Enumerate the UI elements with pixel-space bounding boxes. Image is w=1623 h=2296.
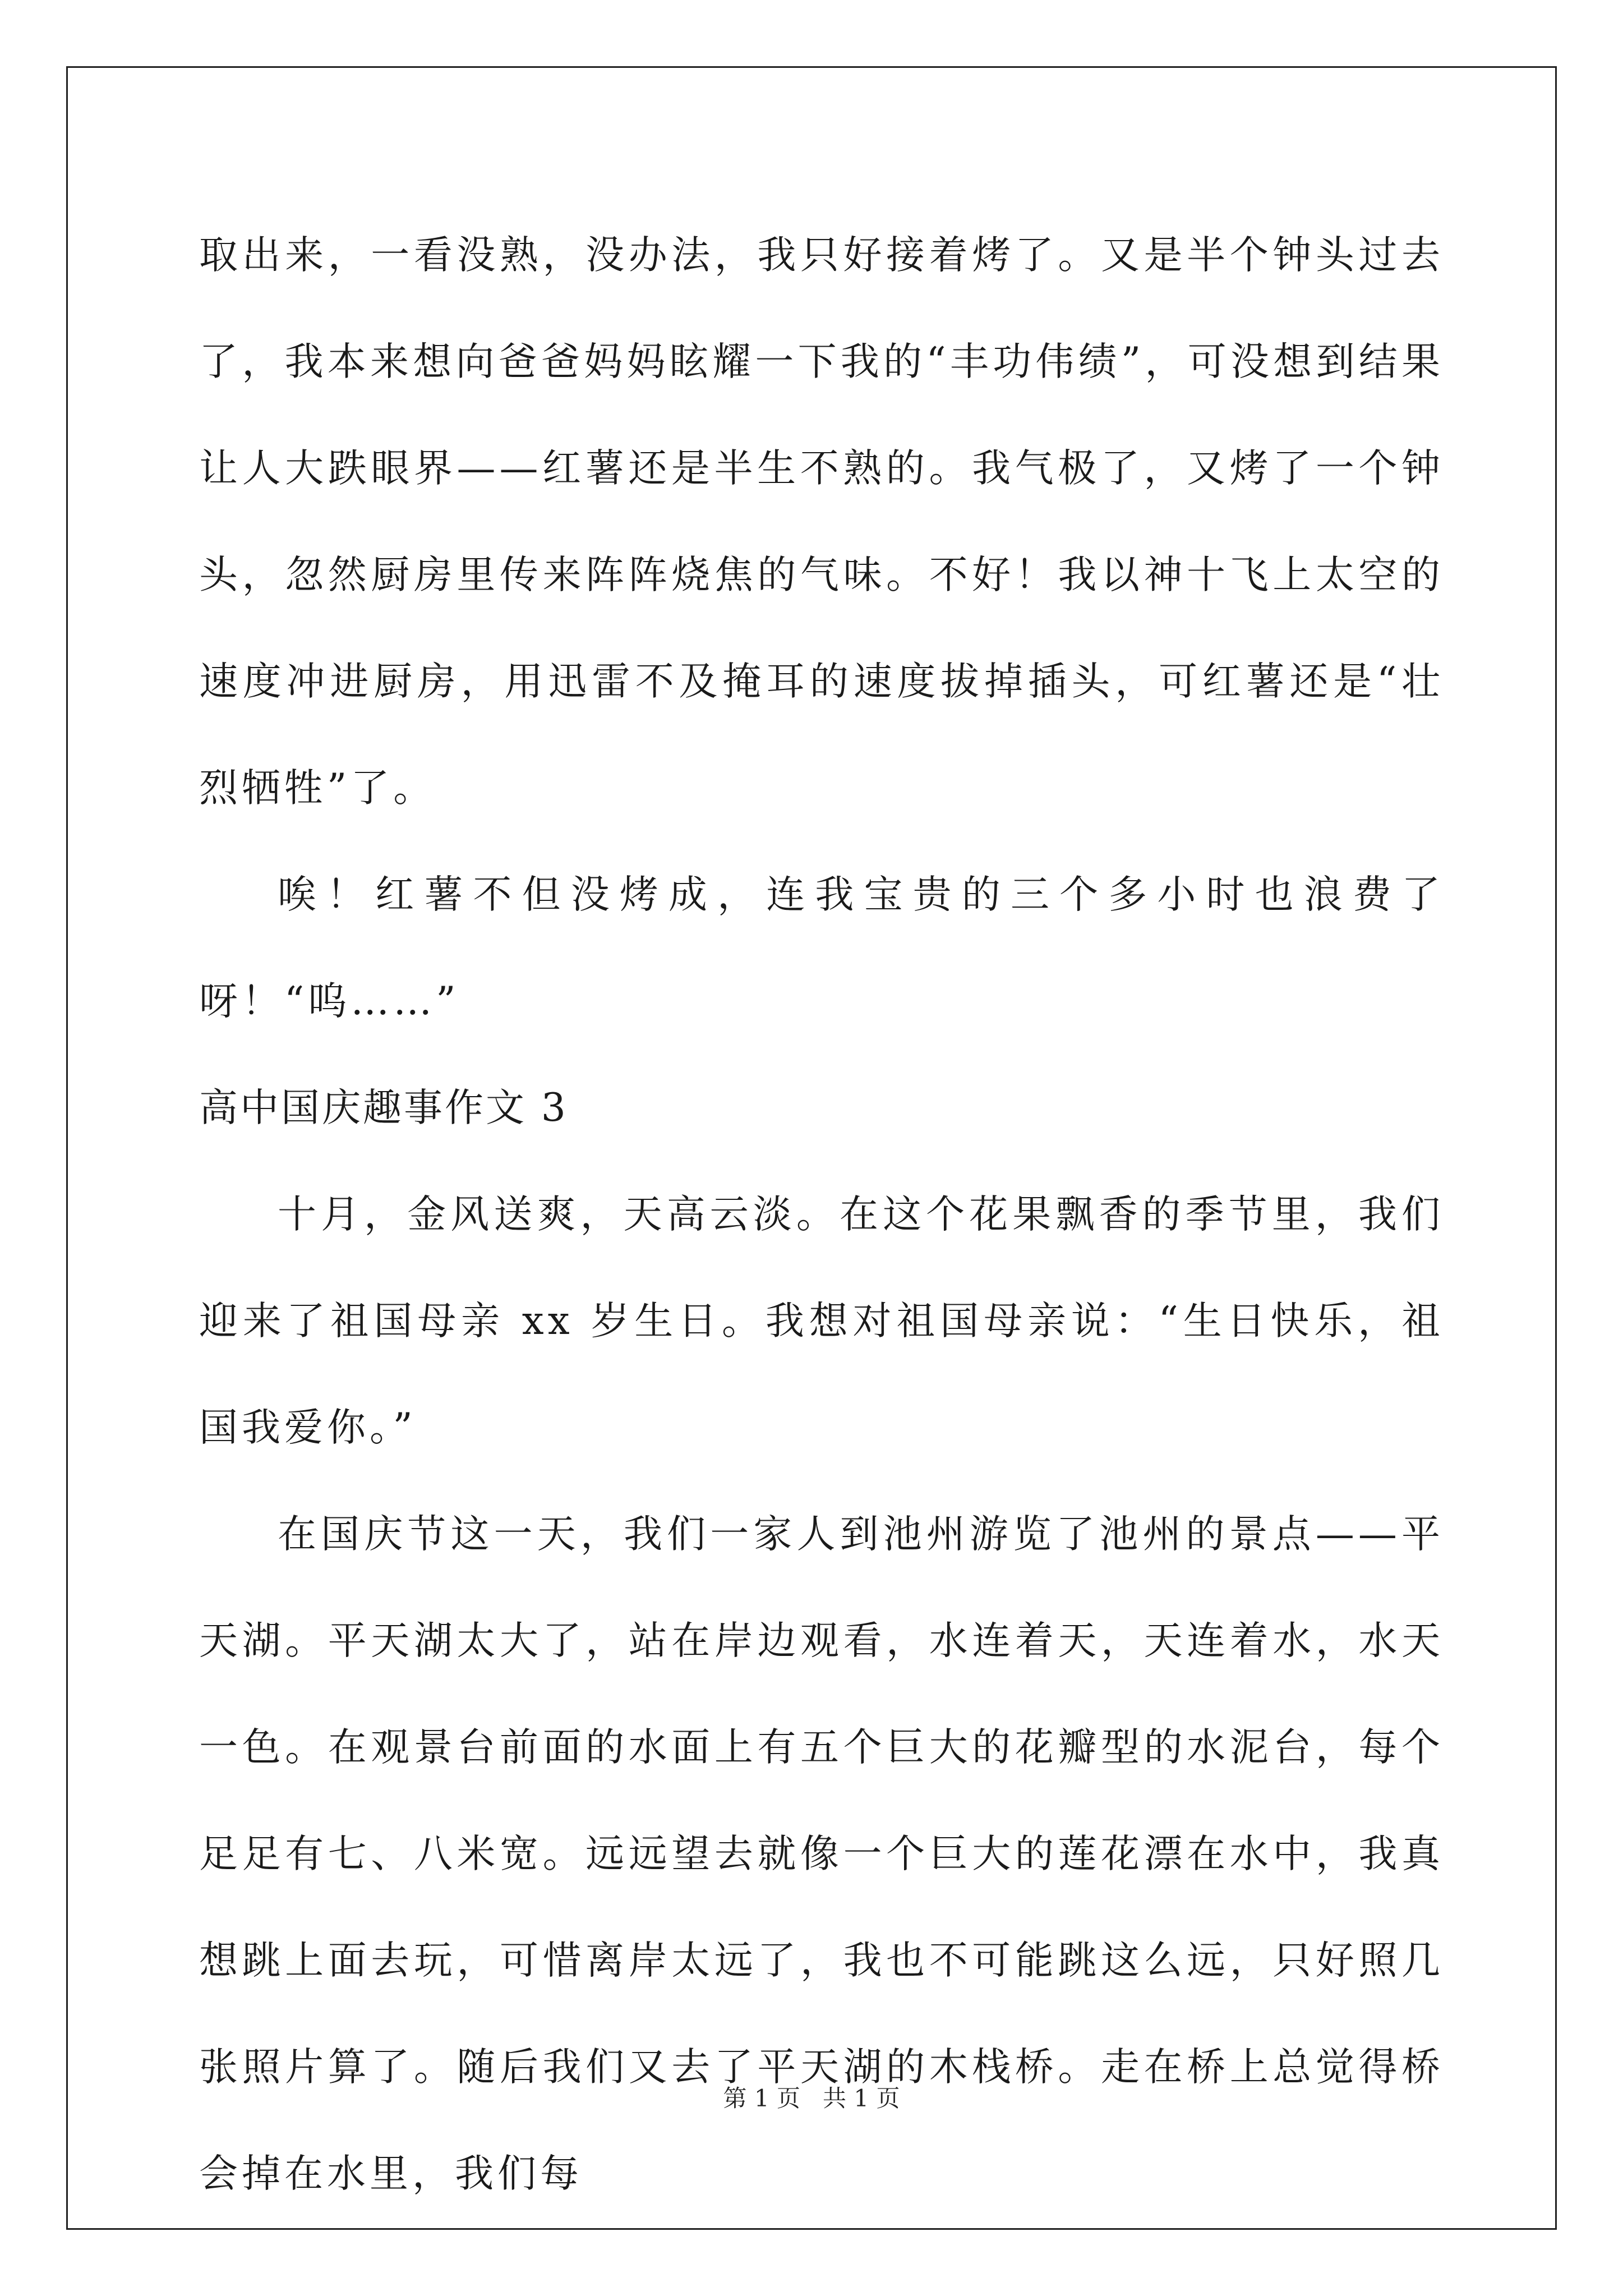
paragraph-continuation: 取出来，一看没熟，没办法，我只好接着烤了。又是半个钟头过去了，我本来想向爸爸妈妈眩耀一下我的“丰功伟绩”，可没想到结果让人大跌眼界——红薯还是半生不熟的。我气极了，又烤了一个钟头，忽然厨房里传来阵阵烧焦的气味。不好！我以神十飞上太空的速度冲进厨房，用迅雷不及掩耳的速度拔掉插头，可红薯还是“壮烈牺牲”了。	[199, 233, 1444, 811]
paragraph-sigh: 唉！红薯不但没烤成，连我宝贵的三个多小时也浪费了呀！“呜……”	[199, 872, 1444, 1024]
paragraph-national-day: 在国庆节这一天，我们一家人到池州游览了池州的景点——平天湖。平天湖太大了，站在岸边观看，水连着天，天连着水，水天一色。在观景台前面的水面上有五个巨大的花瓣型的水泥台，每个足足有七、八米宽。远远望去就像一个巨大的莲花漂在水中，我真想跳上面去玩，可惜离岸太远了，我也不可能跳这么远，只好照几张照片算了。随后我们又去了平天湖的木栈桥。走在桥上总觉得桥会掉在水里，我们每	[199, 1512, 1444, 2196]
section-heading: 高中国庆趣事作文 3	[199, 1085, 568, 1130]
page-footer	[0, 2080, 1623, 2114]
page-total: 共 1 页	[823, 2085, 900, 2112]
paragraph-october: 十月，金风送爽，天高云淡。在这个花果飘香的季节里，我们迎来了祖国母亲 xx 岁生日。我想对祖国母亲说：“生日快乐，祖国我爱你。”	[199, 1192, 1444, 1450]
page-number: 第 1 页	[723, 2085, 800, 2112]
document-body	[199, 202, 1444, 2227]
